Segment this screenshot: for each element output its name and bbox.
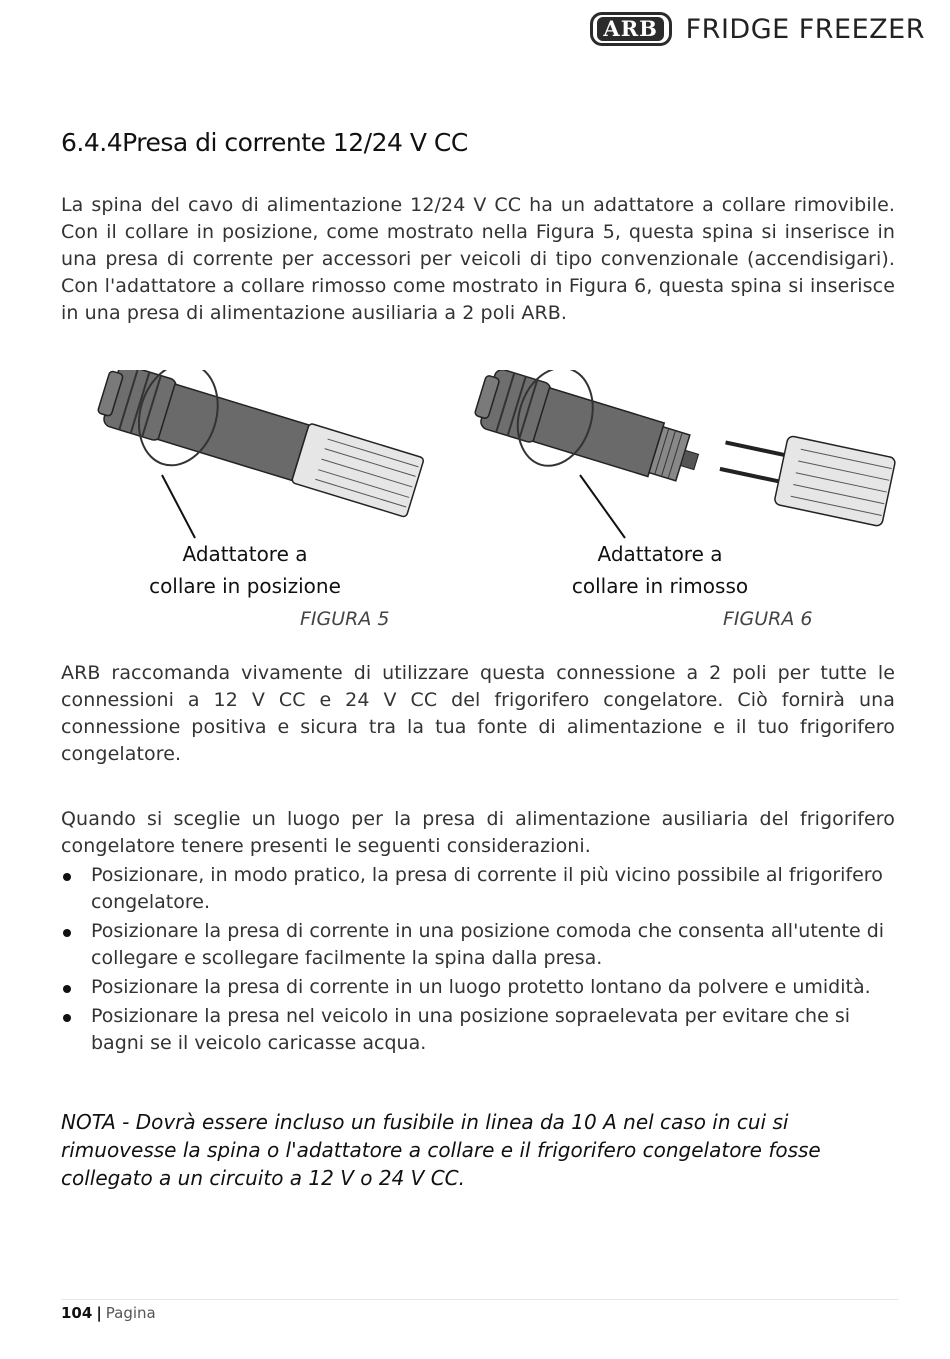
- bullet-icon: [63, 1014, 71, 1022]
- header-title: FRIDGE FREEZER: [685, 13, 925, 45]
- list-item: [61, 918, 895, 972]
- callout-line-1: Adattatore a: [597, 542, 723, 566]
- recommendation-paragraph: ARB raccomanda vivamente di utilizzare questa connessione a 2 poli per tutte le connessioni a 12 V CC e 24 V CC del frigorifero congelatore. Ciò fornirà una connessione positiva e sicura tra la tua fonte di alimentazione e il tuo frigorifero congelatore.: [61, 662, 895, 765]
- section-title: 6.4.4Presa di corrente 12/24 V CC: [61, 128, 468, 157]
- figure-6: [450, 370, 920, 640]
- plug-collar-removed-illustration: [450, 370, 920, 540]
- page-label: Pagina: [105, 1304, 156, 1322]
- callout-line-2: collare in rimosso: [571, 574, 749, 598]
- list-item: [61, 862, 895, 916]
- list-item: [61, 1003, 895, 1057]
- list-item-text: Posizionare la presa nel veicolo in una posizione sopraelevata per evitare che si bagni se il veicolo caricasse acqua.: [91, 1005, 851, 1054]
- arb-logo: [590, 12, 672, 46]
- page-number: 104: [61, 1304, 93, 1322]
- callout-label: [560, 538, 760, 602]
- location-paragraph: Quando si sceglie un luogo per la presa di alimentazione ausiliaria del frigorifero congelatore tenere presenti le seguenti considerazioni.: [61, 808, 895, 857]
- figure-5: [70, 370, 450, 640]
- considerations-list: [61, 862, 895, 1059]
- page-header: [590, 10, 925, 48]
- footer-divider: [61, 1299, 898, 1300]
- footer-separator: |: [96, 1304, 102, 1322]
- bullet-icon: [63, 985, 71, 993]
- list-item-text: Posizionare la presa di corrente in un luogo protetto lontano da polvere e umidità.: [91, 976, 871, 998]
- figure-caption: FIGURA 5: [300, 608, 390, 630]
- bullet-icon: [63, 873, 71, 881]
- callout-line-1: Adattatore a: [182, 542, 308, 566]
- callout-line-2: collare in posizione: [149, 574, 341, 598]
- intro-paragraph: La spina del cavo di alimentazione 12/24 V CC ha un adattatore a collare rimovibile. Con il collare in posizione, come mostrato nella Figura 5, questa spina si inserisce in una presa di corrente per accessori per veicoli di tipo convenzionale (accendisigari). Con l'adattatore a collare rimosso come mostrato in Figura 6, questa spina si inserisce in una presa di alimentazione ausiliaria a 2 poli ARB.: [61, 194, 895, 324]
- page-footer: [61, 1304, 156, 1322]
- figure-caption: FIGURA 6: [723, 608, 813, 630]
- plug-with-collar-illustration: [70, 370, 450, 540]
- bullet-icon: [63, 929, 71, 937]
- note-paragraph: NOTA - Dovrà essere incluso un fusibile in linea da 10 A nel caso in cui si rimuovesse la spina o l'adattatore a collare e il frigorifero congelatore fosse collegato a un circuito a 12 V o 24 V CC.: [61, 1110, 821, 1190]
- list-item-text: Posizionare la presa di corrente in una posizione comoda che consenta all'utente di collegare e scollegare facilmente la spina dalla presa.: [91, 920, 885, 969]
- list-item-text: Posizionare, in modo pratico, la presa di corrente il più vicino possibile al frigorifero congelatore.: [91, 864, 883, 913]
- list-item: [61, 974, 895, 1001]
- callout-label: [140, 538, 350, 602]
- arb-logo-text: ARB: [597, 17, 664, 41]
